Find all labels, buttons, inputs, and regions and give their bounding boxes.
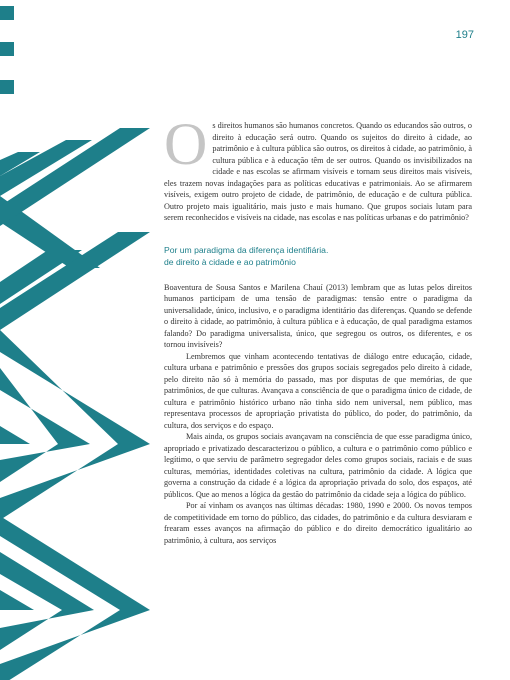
chevron-arm [0,610,150,680]
section-heading-line: de direito à cidade e ao patrimônio [164,256,296,267]
section-heading [164,244,472,268]
top-stripe [0,6,14,20]
chevron-arm [0,404,30,444]
chevron-stripes-decoration [0,0,160,680]
top-stripe [0,42,14,56]
intro-text: s direitos humanos são humanos concretos. Quando os educandos são outros, o direito à educação será outro. Quando os sujeitos do direito à cidade, ao patrimônio e à cultura pública são outros, os direitos à cidade, ao patrimônio, à cultura pública e à educação têm de ser outros. Quando os invisibilizados na cidade e nas escolas se afirmam visíveis e tornam seus direitos mais visíveis, eles trazem novas indagações para as políticas educativas e patrimoniais. Ao se afirmarem visíveis, exigem outro projeto de cidade, de patrimônio, de educação e de cultura pública. Outro projeto mais igualitário, mais justo e mais humano. Que grupos sociais lutam para serem reconhecidos e visíveis na cidade, nas escolas e nas políticas urbanas e do patrimônio? [164,121,472,222]
body-paragraph: Boaventura de Sousa Santos e Marilena Chauí (2013) lembram que as lutas pelos direitos humanos participam de uma tensão de paradigmas: tensão entre o paradigma da universalidade, único, inclusivo, e o paradigma identitário das diferenças. Quando se defende o direito à cidade, ao patrimônio, à cultura pública e à educação, de qual paradigma estamos falando? Do paradigma universalista, único, que segregou os outros, os diferentes, e os tornou invisíveis? [164,282,472,349]
article-body [164,111,472,546]
top-stripe [0,80,14,94]
section-heading-line: Por um paradigma da diferença identifiária. [164,244,329,255]
chevron-arm [0,444,150,520]
chevron-arm [0,444,90,482]
drop-cap: O [164,111,208,177]
chevron-arm [0,610,94,650]
body-paragraph: Mais ainda, os grupos sociais avançavam na consciência de que esse paradigma único, apropriado e privatizado descaracterizou o público, a cultura e o patrimônio como público e legítimo, o que serviu de parâmetro segregador deles como grupos sociais, raciais e de suas culturas, memórias, identidades coletivas na cultura, patrimônio da cidade. A lógica que governa a construção da cidade é a lógica da apropriação privada do solo, dos espaços, até públicos. Que ao menos a lógica da gestão do patrimônio da cidade seja a lógica do público. [164,432,472,499]
page-number: 197 [455,29,474,41]
chevron-arm [0,590,34,610]
body-paragraph: Por aí vinham os avanços nas últimas décadas: 1980, 1990 e 2000. Os novos tempos de competitividade em torno do público, das cidades, do patrimônio e da cultura desviaram e frearam esses avanços na afirmação do público e do direito democrático igualitário ao patrimônio, à cultura, aos serviços [164,501,472,545]
chevron-arm [0,330,150,444]
body-paragraph: Lembremos que vinham acontecendo tentativas de diálogo entre educação, cidade, cultura urbana e patrimônio e pressões dos grupos sociais segregados pelo direito à cidade, pelo direito não só à memória do passado, mas por disputas de que memórias, de que patrimônios, de que culturas. Avançava a consciência de que o paradigma único de cidade, de cultura e patrimônio histórico urbano não tinha sido nem universal, nem público, mas representava processos de apropriação privatista do público, do poder, do patrimônio, da cultura, dos serviços e do espaço. [164,351,472,430]
intro-paragraph [164,111,472,224]
chevron-arm [0,516,150,610]
